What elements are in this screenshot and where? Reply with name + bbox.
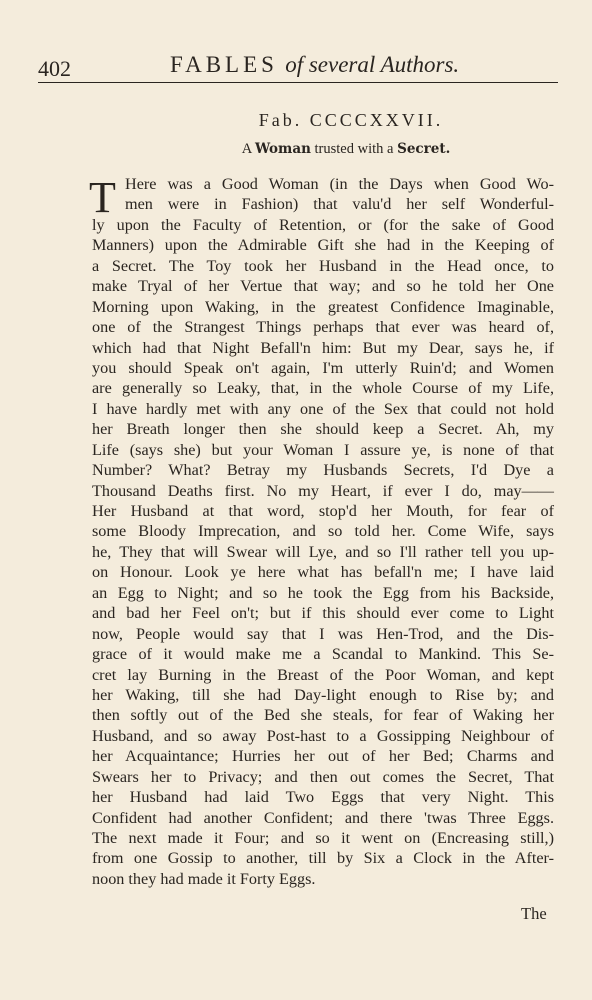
- text-line: Number? What? Betray my Husbands Secrets, I'd Dye a: [92, 461, 554, 480]
- text-line: I have hardly met with any one of the Sex that could not hold: [92, 399, 554, 418]
- text-line: cret lay Burning in the Breast of the Poor Woman, and kept: [92, 665, 554, 684]
- fable-title-mid: trusted with a: [314, 141, 394, 157]
- text-line: one of the Strangest Things perhaps that ever was heard of,: [92, 318, 554, 337]
- text-line: Thousand Deaths first. No my Heart, if ever I do, may——: [92, 481, 554, 500]
- running-title-caps: FABLES: [170, 52, 278, 77]
- text-line: The next made it Four; and so it went on (Encreasing still,): [92, 829, 554, 847]
- text-line: then softly out of the Bed she steals, for fear of Waking her: [92, 706, 554, 725]
- drop-cap: T: [89, 173, 116, 222]
- text-line: he, They that will Swear will Lye, and so I'll rather tell you up-: [92, 542, 554, 561]
- text-line: her Breath longer then she should keep a Secret. Ah, my: [92, 420, 554, 439]
- running-title: [170, 52, 459, 78]
- text-line: Morning upon Waking, in the greatest Confidence Imaginable,: [92, 297, 554, 316]
- text-line: make Tryal of her Vertue that way; and so he told her One: [92, 277, 554, 296]
- text-line: Here was a Good Woman (in the Days when Good Wo-: [125, 175, 554, 193]
- fable-title: [0, 141, 592, 158]
- text-line: grace of it would make me a Scandal to Mankind. This Se-: [92, 645, 554, 664]
- text-line: from one Gossip to another, till by Six a Clock in the After-: [92, 849, 554, 868]
- fable-title-word-secret: Secret.: [397, 141, 451, 157]
- text-line: her Husband had laid Two Eggs that very Night. This: [92, 788, 554, 807]
- text-line: an Egg to Night; and so he took the Egg from his Backside,: [92, 583, 554, 602]
- text-line: and bad her Feel on't; but if this should ever come to Light: [92, 604, 554, 623]
- fable-title-word-woman: Woman: [254, 141, 311, 157]
- text-line: a Secret. The Toy took her Husband in the Head once, to: [92, 256, 554, 275]
- text-line: are generally so Leaky, that, in the whole Course of my Life,: [92, 379, 554, 398]
- fable-title-pre: A: [241, 141, 252, 157]
- header-rule: [38, 82, 558, 83]
- text-line: Confident had another Confident; and there 'twas Three Eggs.: [92, 808, 554, 827]
- text-line: which had that Night Befall'n him: But my Dear, says he, if: [92, 338, 554, 357]
- page-number: 402: [38, 56, 71, 81]
- text-line: Life (says she) but your Woman I assure ye, is none of that: [92, 440, 554, 459]
- text-line: her Acquaintance; Hurries her out of her Bed; Charms and: [92, 747, 554, 766]
- text-line: some Bloody Imprecation, and so told her. Come Wife, says: [92, 522, 554, 541]
- text-line: Manners) upon the Admirable Gift she had in the Keeping of: [92, 236, 554, 255]
- text-line: men were in Fashion) that valu'd her self Wonderful-: [125, 195, 554, 214]
- text-line: her Waking, till she had Day-light enough to Rise by; and: [92, 685, 554, 704]
- fable-body: [89, 173, 554, 889]
- text-line: ly upon the Faculty of Retention, or (for the sake of Good: [92, 215, 554, 234]
- text-line: on Honour. Look ye here what has befall'n me; I have laid: [92, 563, 554, 582]
- text-line: noon they had made it Forty Eggs.: [92, 869, 316, 888]
- text-line: you should Speak on't again, I'm utterly Ruin'd; and Women: [92, 358, 554, 377]
- text-line: Husband, and so away Post-hast to a Gossipping Neighbour of: [92, 726, 554, 745]
- text-line: now, People would say that I was Hen-Trod, and the Dis-: [92, 624, 554, 643]
- text-line: Swears her to Privacy; and then out comes the Secret, That: [92, 767, 554, 786]
- page-header: [38, 52, 558, 82]
- catchword: The: [521, 904, 547, 923]
- fable-number: Fab. CCCCXXVII.: [258, 110, 444, 130]
- text-line: Her Husband at that word, stop'd her Mouth, for fear of: [92, 502, 554, 520]
- running-title-italic: of several Authors.: [285, 52, 460, 77]
